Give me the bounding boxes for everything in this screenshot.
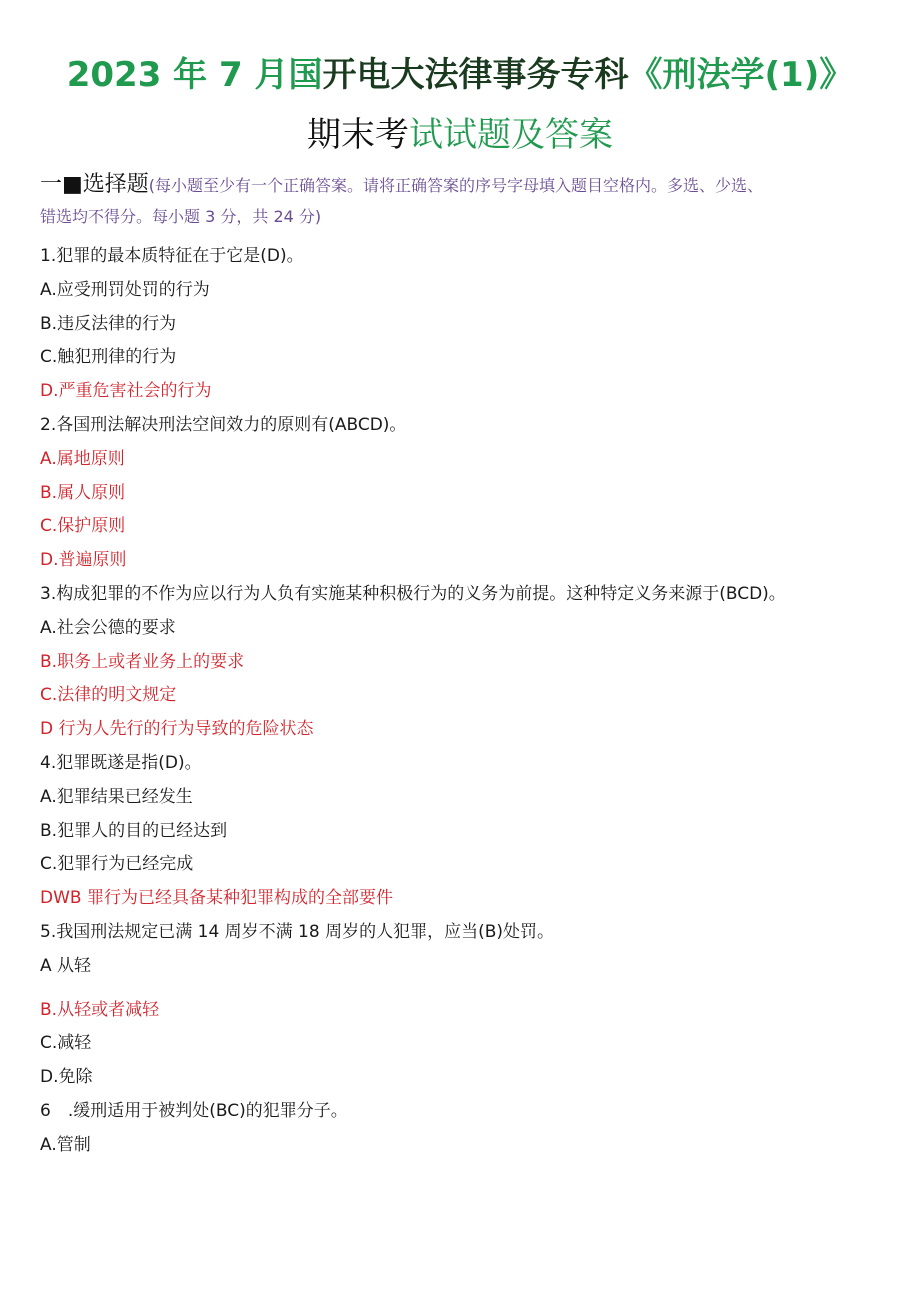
question-line: A.犯罪结果已经发生 [40, 786, 193, 807]
question-line: 2.各国刑法解决刑法空间效力的原则有(ABCD)。 [40, 414, 407, 435]
answer-line: C.保护原则 [40, 516, 126, 537]
title-seg-answers: 试试题及答案 [409, 115, 613, 155]
question-line: A.管制 [40, 1134, 91, 1155]
question-line: 3.构成犯罪的不作为应以行为人负有实施某种积极行为的义务为前提。这种特定义务来源于(BCD)。 [40, 583, 786, 604]
question-line: 5.我国刑法规定已满 14 周岁不满 18 周岁的人犯罪，应当(B)处罚。 [40, 921, 555, 942]
question-line: 6 .缓刑适用于被判处(BC)的犯罪分子。 [40, 1100, 348, 1121]
answer-line: D.严重危害社会的行为 [40, 381, 212, 402]
section-heading: 一■选择题 [40, 172, 149, 197]
answer-line: B.职务上或者业务上的要求 [40, 651, 245, 672]
title-seg-year: 2023 年 7 月国 [66, 55, 323, 95]
question-line: A.应受刑罚处罚的行为 [40, 279, 210, 300]
answer-line: D.普遍原则 [40, 550, 127, 571]
question-line: A 从轻 [40, 955, 92, 976]
title-seg-course: 《刑法学(1)》 [628, 55, 854, 95]
section-header [40, 170, 890, 229]
question-line: B.犯罪人的目的已经达到 [40, 820, 228, 841]
answer-line: C.法律的明文规定 [40, 685, 177, 706]
title-seg-school: 开电大法律事务专科 [322, 55, 629, 95]
question-line: B.违反法律的行为 [40, 313, 177, 334]
section-heading-row [40, 170, 890, 201]
answer-line: B.属人原则 [40, 482, 126, 503]
answer-line: DWB 罪行为已经具备某种犯罪构成的全部要件 [40, 888, 393, 909]
question-line: D.免除 [40, 1067, 93, 1088]
question-line: A.社会公德的要求 [40, 617, 176, 638]
question-line: 4.犯罪既遂是指(D)。 [40, 752, 202, 773]
section-instructions-cont: 错选均不得分。每小题 3 分，共 24 分) [40, 207, 322, 226]
question-line: C.减轻 [40, 1033, 92, 1054]
section-instructions: (每小题至少有一个正确答案。请将正确答案的序号字母填入题目空格内。多选、少选、 [148, 176, 764, 195]
answer-line: B.从轻或者减轻 [40, 999, 160, 1020]
answer-line: D 行为人先行的行为导致的危险状态 [40, 719, 314, 740]
title-seg-exam: 期末考 [307, 115, 409, 155]
question-line: 1.犯罪的最本质特征在于它是(D)。 [40, 246, 304, 266]
title-line-2 [0, 112, 920, 158]
question-list [40, 240, 890, 1163]
answer-line: A.属地原则 [40, 448, 125, 469]
title-line-1 [0, 52, 920, 98]
question-line: C.犯罪行为已经完成 [40, 854, 194, 875]
question-line: C.触犯刑律的行为 [40, 347, 177, 368]
